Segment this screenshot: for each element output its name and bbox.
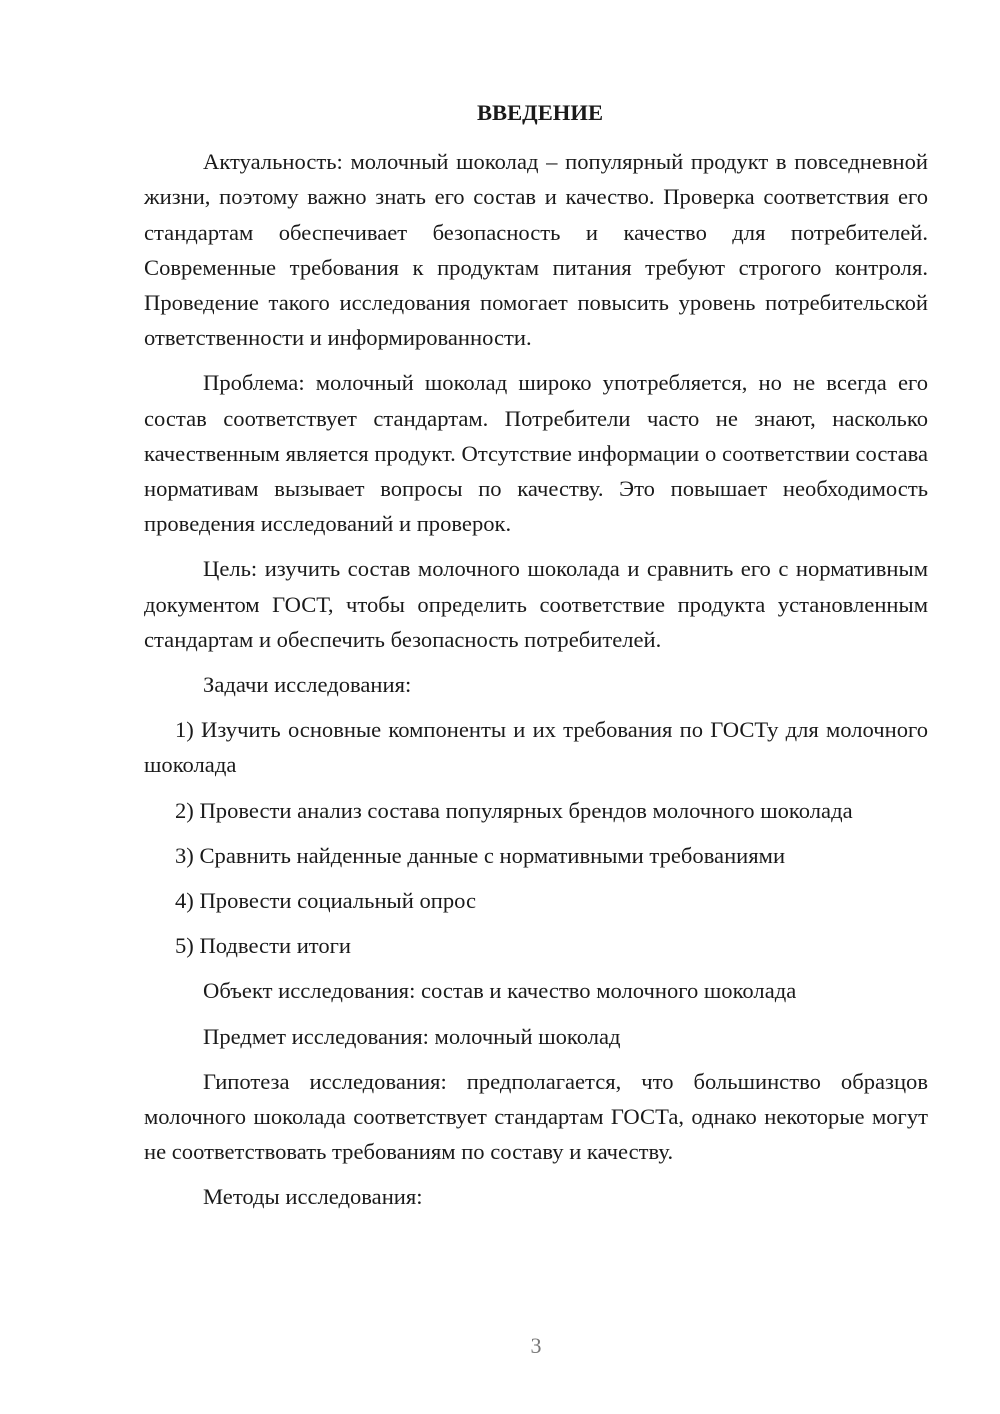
problem-paragraph: Проблема: молочный шоколад широко употребляется, но не всегда его состав соответствует стандартам. Потребители часто не знают, насколько качественным является продукт. Отсутствие информации о соответствии состава нормативам вызывает вопросы по качеству. Это повышает необходимость проведения исследований и проверок. [144,370,928,537]
object-line: Объект исследования: состав и качество молочного шоколада [203,978,797,1004]
document-page [144,95,928,1225]
task-item-4: 4) Провести социальный опрос [175,888,477,914]
tasks-title: Задачи исследования: [203,672,412,698]
goal-paragraph: Цель: изучить состав молочного шоколада и сравнить его с нормативным документом ГОСТ, чтобы определить соответствие продукта установленным стандартам и обеспечить безопасность потребителей. [144,556,928,652]
task-item-5: 5) Подвести итоги [175,933,352,959]
task-item-3: 3) Сравнить найденные данные с нормативными требованиями [175,842,786,868]
hypothesis-paragraph: Гипотеза исследования: предполагается, что большинство образцов молочного шоколада соответствует стандартам ГОСТа, однако некоторые могут не соответствовать требованиям по составу и качеству. [144,1068,928,1165]
page-number: 3 [530,1333,542,1358]
section-heading: ВВЕДЕНИЕ [476,100,604,125]
methods-title: Методы исследования: [203,1184,423,1210]
subject-line: Предмет исследования: молочный шоколад [203,1023,621,1049]
task-item-1: 1) Изучить основные компоненты и их требования по ГОСТу для молочного шоколада [144,717,928,778]
task-item-2: 2) Провести анализ состава популярных брендов молочного шоколада [175,797,853,823]
relevance-paragraph: Актуальность: молочный шоколад – популярный продукт в повседневной жизни, поэтому важно знать его состав и качество. Проверка соответствия его стандартам обеспечивает безопасность и качество для потребителей. Современные требования к продуктам питания требуют строгого контроля. Проведение такого исследования помогает повысить уровень потребительской ответственности и информированности. [144,149,928,351]
